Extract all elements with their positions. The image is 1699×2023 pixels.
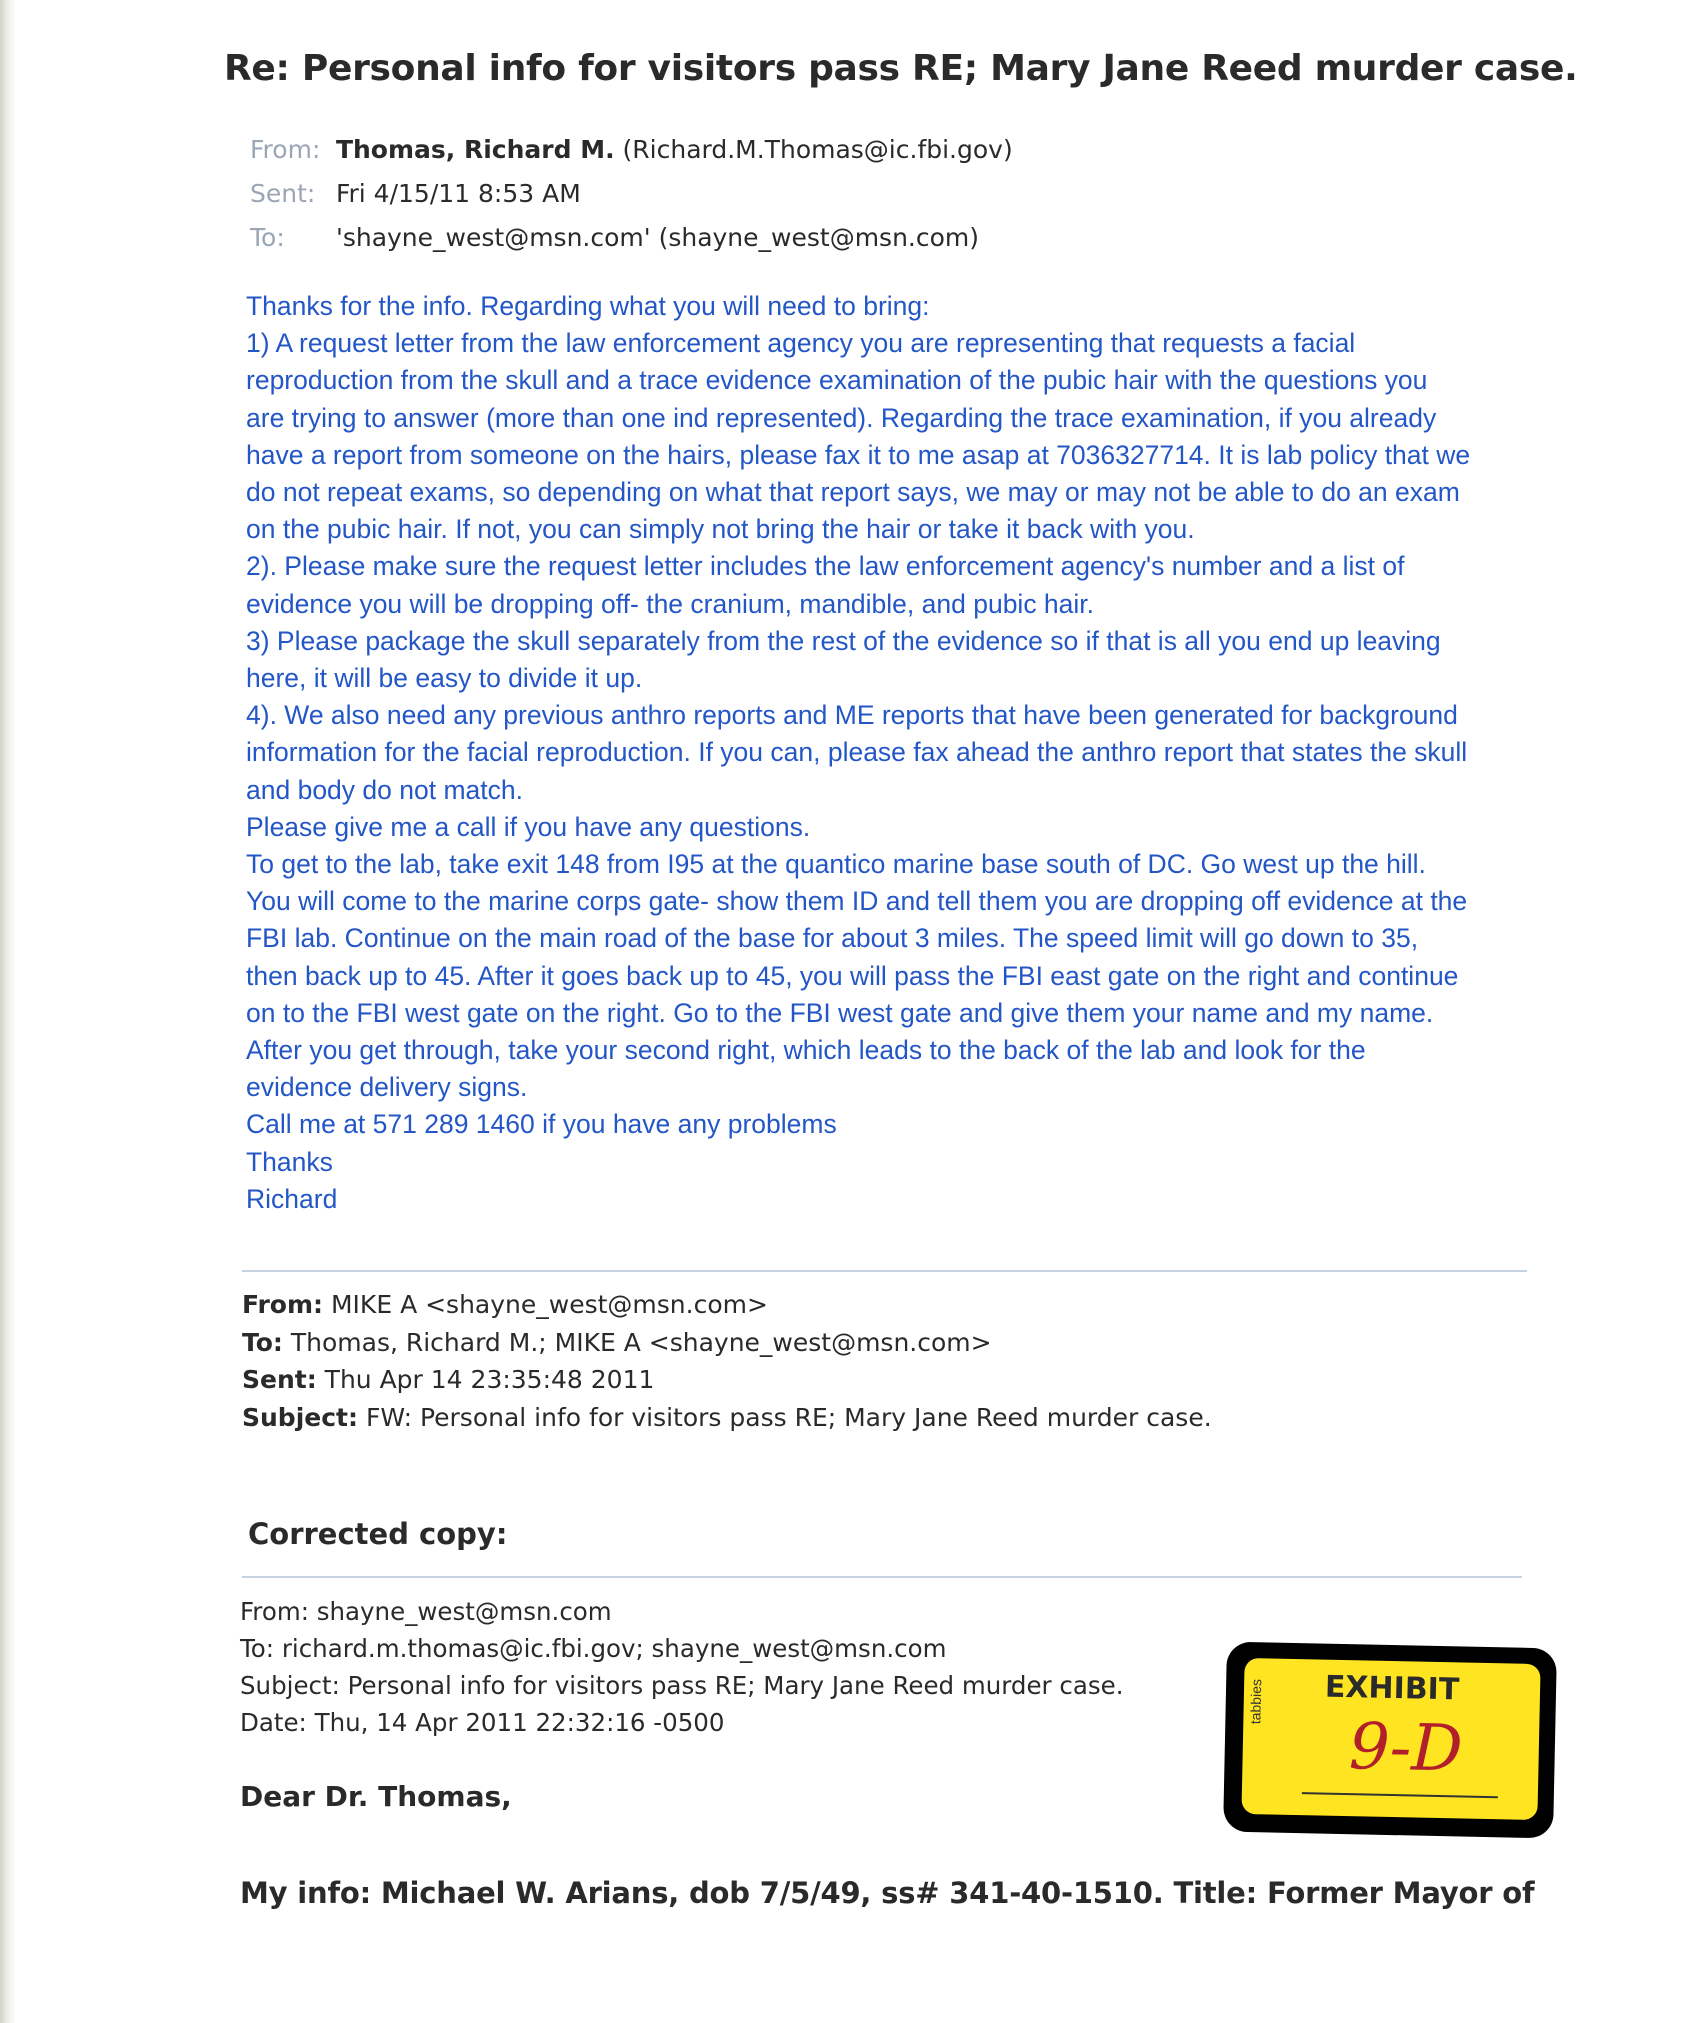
exhibit-sticker [1223, 1642, 1557, 1839]
header-sent-row [250, 179, 581, 219]
exhibit-sticker-face [1241, 1658, 1540, 1820]
body-line: 2). Please make sure the request letter includes the law enforcement agency's number and a list of [246, 551, 1405, 582]
fw-sent-value: Thu Apr 14 23:35:48 2011 [324, 1365, 655, 1394]
divider [242, 1270, 1527, 1272]
body-line: on the pubic hair. If not, you can simply not bring the hair or take it back with you. [246, 514, 1195, 545]
body-line: reproduction from the skull and a trace evidence examination of the pubic hair with the questions you [246, 365, 1428, 396]
body-line: 3) Please package the skull separately from the rest of the evidence so if that is all you end up leaving [246, 625, 1441, 656]
fw-sent-label: Sent: [242, 1365, 317, 1394]
scan-edge [0, 0, 16, 2023]
body-line: on to the FBI west gate on the right. Go to the FBI west gate and give them your name and my name. [246, 997, 1434, 1028]
sender-address[interactable]: (Richard.M.Thomas@ic.fbi.gov) [622, 135, 1013, 164]
orig-subject: Subject: Personal info for visitors pass RE; Mary Jane Reed murder case. [240, 1671, 1124, 1700]
body-line: Thanks [246, 1146, 333, 1177]
body-line: Please give me a call if you have any questions. [246, 811, 811, 842]
exhibit-label: EXHIBIT [1324, 1669, 1460, 1708]
fw-from-label: From: [242, 1290, 324, 1319]
exhibit-underline [1302, 1792, 1498, 1798]
sent-value: Fri 4/15/11 8:53 AM [335, 179, 581, 208]
body-line: To get to the lab, take exit 148 from I95 at the quantico marine base south of DC. Go west up the hill. [246, 849, 1426, 880]
body-line: then back up to 45. After it goes back up to 45, you will pass the FBI east gate on the right and continue [246, 960, 1459, 991]
fw-from-value: MIKE A <shayne_west@msn.com> [330, 1290, 768, 1319]
body-line: information for the facial reproduction. If you can, please fax ahead the anthro report that states the skull [246, 737, 1468, 768]
corrected-copy-title: Corrected copy: [248, 1517, 508, 1551]
fw-subject-value: FW: Personal info for visitors pass RE; Mary Jane Reed murder case. [365, 1402, 1212, 1432]
forwarded-header [242, 1286, 1212, 1436]
body-line: Richard [246, 1183, 338, 1214]
body-line: You will come to the marine corps gate- show them ID and tell them you are dropping off evidence at the [246, 886, 1468, 917]
body-line: evidence delivery signs. [246, 1072, 528, 1103]
body-line: are trying to answer (more than one ind represented). Regarding the trace examination, if you already [246, 402, 1437, 433]
body-line: 1) A request letter from the law enforcement agency you are representing that requests a facial [246, 328, 1356, 359]
divider [242, 1576, 1522, 1578]
sender-name: Thomas, Richard M. [335, 135, 615, 164]
to-value[interactable]: 'shayne_west@msn.com' (shayne_west@msn.com) [335, 223, 980, 252]
body-line: 4). We also need any previous anthro reports and ME reports that have been generated for background [246, 700, 1458, 731]
fw-subject-label: Subject: [242, 1402, 358, 1432]
body-line: and body do not match. [246, 774, 523, 805]
email-subject-title: Re: Personal info for visitors pass RE; Mary Jane Reed murder case. [224, 48, 1578, 89]
body-line: have a report from someone on the hairs, please fax it to me asap at 7036327714. It is lab policy that we [246, 439, 1471, 470]
fw-to-value: Thomas, Richard M.; MIKE A <shayne_west@msn.com> [290, 1327, 992, 1357]
body-line: Call me at 571 289 1460 if you have any problems [246, 1109, 837, 1140]
body-line: evidence you will be dropping off- the cranium, mandible, and pubic hair. [246, 588, 1095, 619]
greeting: Dear Dr. Thomas, [240, 1780, 512, 1813]
orig-to: To: richard.m.thomas@ic.fbi.gov; shayne_west@msn.com [240, 1634, 947, 1663]
body-line: do not repeat exams, so depending on what that report says, we may or may not be able to do an exam [246, 477, 1460, 508]
exhibit-number: 9-D [1348, 1710, 1464, 1787]
original-message-header [240, 1593, 1123, 1741]
header-from-row [250, 135, 1013, 175]
orig-from: From: shayne_west@msn.com [240, 1597, 612, 1626]
body-line: FBI lab. Continue on the main road of the base for about 3 miles. The speed limit will go down to 35, [246, 923, 1419, 954]
header-to-row [250, 223, 979, 263]
from-label: From: [250, 135, 321, 164]
body-line: Thanks for the info. Regarding what you will need to bring: [246, 291, 930, 321]
orig-date: Date: Thu, 14 Apr 2011 22:32:16 -0500 [240, 1708, 725, 1737]
message-body [246, 288, 1546, 1218]
exhibit-brand: tabbies [1247, 1678, 1265, 1725]
body-line: here, it will be easy to divide it up. [246, 663, 643, 694]
body-line: After you get through, take your second right, which leads to the back of the lab and look for the [246, 1035, 1366, 1066]
to-label: To: [250, 223, 285, 252]
info-line: My info: Michael W. Arians, dob 7/5/49, ss# 341-40-1510. Title: Former Mayor of [240, 1876, 1535, 1910]
sent-label: Sent: [250, 179, 316, 208]
fw-to-label: To: [242, 1327, 283, 1357]
